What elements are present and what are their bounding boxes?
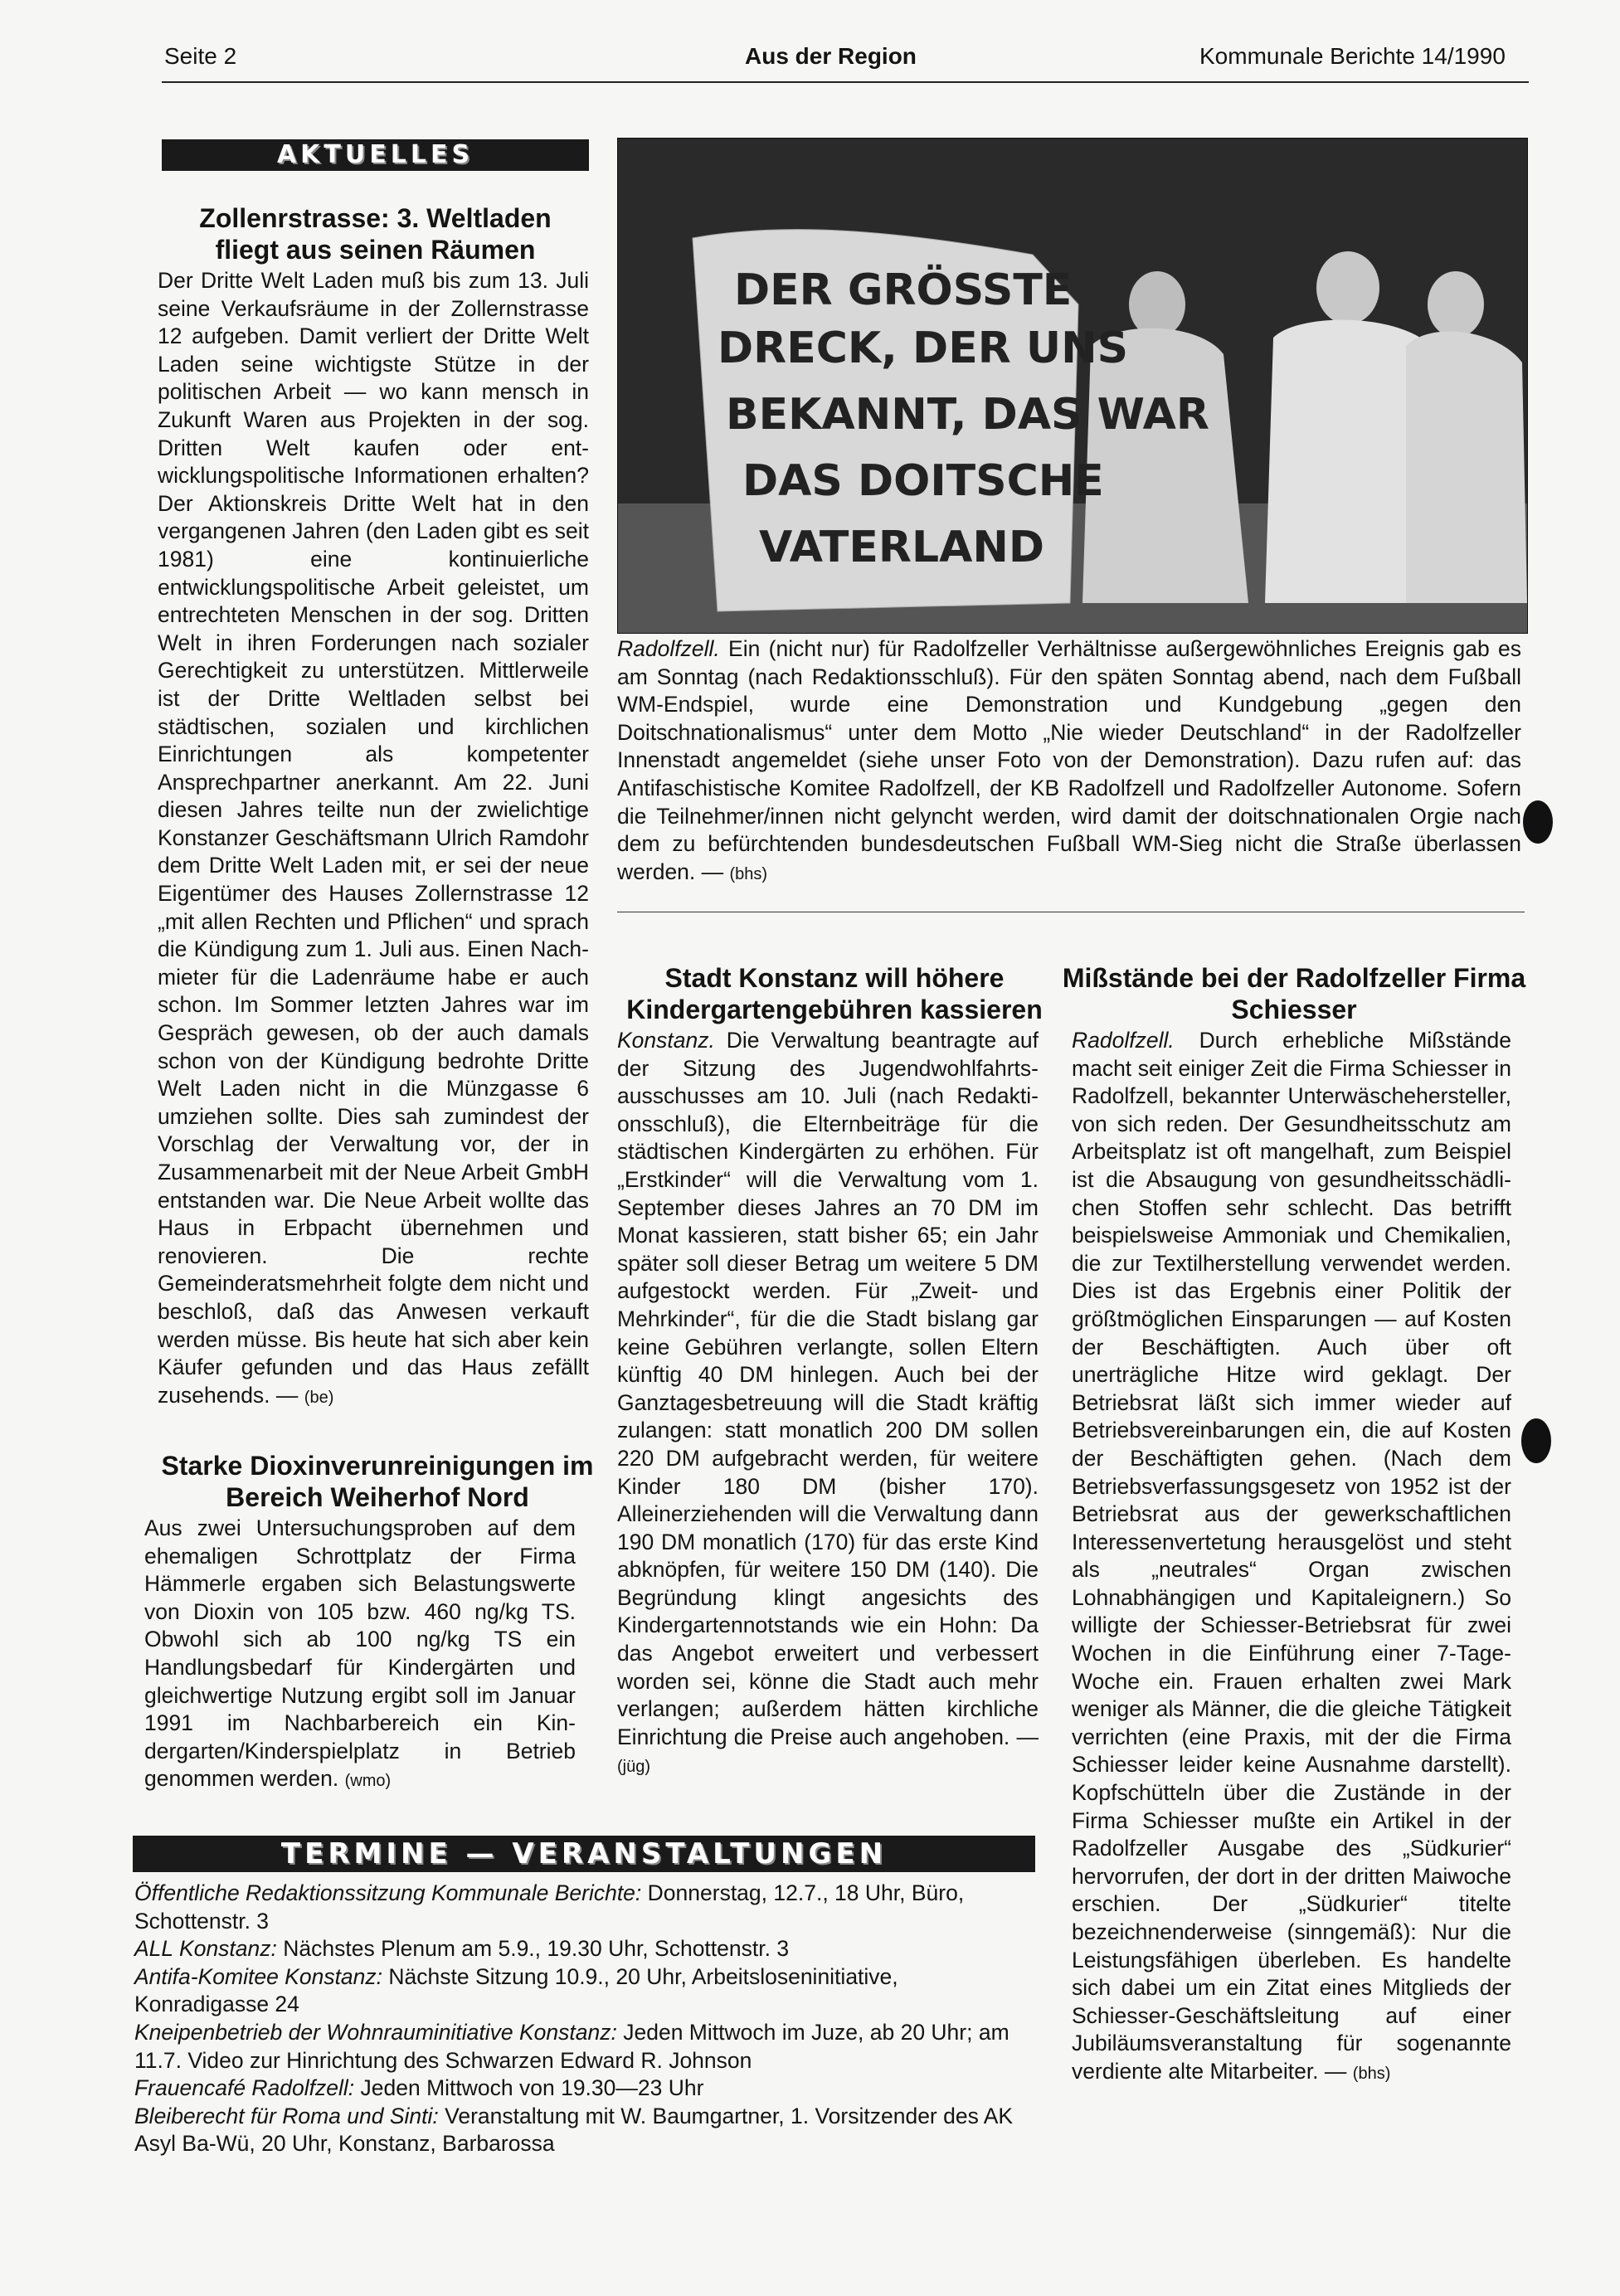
termine-item-text: Jeden Mittwoch von 19.30—23 Uhr [354, 2075, 704, 2101]
article-dioxin-body [144, 1515, 576, 1796]
termine-item-text: Nächstes Plenum am 5.9., 19.30 Uhr, Schottenstr. 3 [276, 1936, 790, 1962]
weltladen-signature: (be) [304, 1388, 334, 1407]
termine-item-label: Öffentliche Redaktionssitzung Kommunale Berichte: [134, 1880, 642, 1905]
kindergarten-text: Die Verwaltung beantragte auf der Sitzung des Jugendwohlfahrtsausschusses am 10. Juli (nach Redaktionsschluß), die Elternbeiträge für die städtischen Kindergärten zu erhöhen. Für „Erstkinder“ will die Verwaltung vom 1. September dieses Jahres an 70 DM im Monat kassieren, statt bisher 65; ein Jahr später soll dieser Betrag um weitere 5 DM aufgestockt werden. Für „Zweit- und Mehrkinder“, für die die Stadt bislang gar keine Gebühren verlangte, sollen Eltern künftig 40 DM hinlegen. Auch bei der Ganztagesbetreuung will die Stadt kräftig zulangen: statt monatlich 200 DM sollen 220 DM aufgebracht werden, für weitere Kinder 180 DM (bisher 170). Alleinerziehenden will die Verwaltung dann 190 DM monatlich (170) für das erste Kind abknöpfen, für weitere 150 DM (140). Die Begründung klingt angesichts des Kindergartennotstands wie ein Hohn: Da das Angebot erweitert und verbessert worden sei, könne die Stadt auch mehr verlangen; außerdem hätten kirchliche Einrichtung die Preise auch angehoben. — [617, 1028, 1039, 1749]
termine-item [134, 1935, 1039, 1963]
article-kindergarten-body [617, 1027, 1039, 1782]
caption-text: Ein (nicht nur) für Radolfzeller Verhältnisse außergewöhnliches Ereignis gab es am Sonntag (nach Redaktionsschluß). Für den späten Sonntag abend, nach dem Fußball WM-Endspiel, wurde eine Demonstration und Kundgebung „gegen den Doitschnationalismus“ unter dem Motto „Nie wieder Deutschland“ in der Radolfzeller Innenstadt angemeldet (siehe unser Foto von der Demonstration). Dazu rufen auf: das Antifaschistische Komitee Radolfzell, der KB Radolfzell und Radolfzeller Autonome. Sofern die Teilnehmer/innen nicht gelyncht werden, wird damit der doitschnationalen Orgie nach dem zu befürchtenden bundesdeutschen Fußball WM-Sieg nicht die Straße überlassen werden. — [617, 636, 1521, 884]
schiesser-place: Radolfzell. [1072, 1028, 1175, 1053]
headline-dioxin: Starke Dioxinverunreinigungen im Bereich Weiherhof Nord [161, 1451, 594, 1512]
caption-place: Radolfzell. [617, 636, 720, 661]
photo-banner-line-3: BEKANNT, DAS WAR [726, 390, 1209, 440]
termine-item-text: Nächste Sitzung 10.9., 20 Uhr, Arbeitsloseninitiative, Konradigasse 24 [134, 1963, 898, 2017]
termine-item-label: Frauencafé Radolfzell: [134, 2075, 355, 2101]
kindergarten-place: Konstanz. [617, 1028, 715, 1053]
photo-banner-line-5: VATERLAND [759, 523, 1045, 572]
dioxin-text: Aus zwei Untersuchungsproben auf dem ehemaligen Schrottplatz der Firma Hämmerle ergaben sich Belastungswerte von Dioxin von 105 bzw. 460 ng/kg TS. Obwohl sich ab 100 ng/kg TS ein Handlungsbedarf für Kindergärten und gleichwertige Nutzung ergibt soll im Januar 1991 im Nachbarbereich ein Kindergarten/Kinderspielplatz in Betrieb genommen werden. [144, 1515, 576, 1792]
article-schiesser-body [1072, 1027, 1511, 2089]
termine-item-label: ALL Konstanz: [134, 1936, 277, 1962]
punch-hole-lower [1521, 1418, 1551, 1463]
headline-kindergarten: Stadt Konstanz will höhere Kindergartengebühren kassieren [626, 963, 1043, 1024]
page-number: Seite 2 [164, 43, 237, 69]
demonstration-photo-illustration [618, 139, 1527, 633]
kindergarten-signature: (jüg) [617, 1758, 651, 1777]
termine-item [134, 1880, 1039, 1935]
termine-banner-text: TERMINE — VERANSTALTUNGEN [280, 1837, 888, 1870]
termine-banner [133, 1836, 1035, 1872]
demonstration-photo [617, 138, 1528, 634]
dioxin-signature: (wmo) [344, 1772, 392, 1791]
termine-item [134, 2075, 1039, 2103]
caption-signature: (bhs) [729, 864, 768, 883]
termine-item-text: Jeden Mittwoch im Juze, ab 20 Uhr; am 11.7. Video zur Hinrichtung des Schwarzen Edward R. Johnson [134, 2019, 1009, 2073]
headline-weltladen: Zollenrstrasse: 3. Weltladen fliegt aus seinen Räumen [199, 203, 552, 265]
termine-item [134, 2019, 1039, 2075]
punch-hole-upper [1523, 800, 1553, 844]
termine-item-label: Bleiberecht für Roma und Sinti: [134, 2103, 439, 2128]
termine-list [134, 1880, 1039, 2158]
termine-item [134, 2103, 1039, 2158]
article-weltladen-body [158, 267, 589, 1412]
section-title: Aus der Region [745, 43, 917, 69]
weltladen-text: Der Dritte Welt Laden muß bis zum 13. Juli seine Verkaufsräume in der Zollernstrasse 12 aufgeben. Damit verliert der Dritte Welt Laden seine wichtigste Stütze in der politischen Arbeit — wo kann mensch in Zukunft Waren aus Projekten in der sog. Dritten Welt kaufen oder entwicklungspolitische Informationen erhalten? Der Aktionskreis Dritte Welt hat in den vergangenen Jahren (den Laden gibt es seit 1981) eine kontinuierliche entwicklungspolitische Arbeit geleistet, um entrechteten Menschen in der sog. Dritten Welt in ihren Forderungen nach sozialer Gerechtigkeit zu unterstützen. Mittlerweile ist der Dritte Weltladen selbst bei städtischen, sozialen und kirchlichen Einrichtungen als kompetenter Ansprechpartner anerkannt. Am 22. Juni diesen Jahres teilte nun der zwielichtige Konstanzer Geschäftsmann Ulrich Ramdohr dem Dritte Welt Laden mit, er sei der neue Eigentümer des Hauses Zollernstrasse 12 „mit allen Rechten und Pflichen“ und sprach die Kündigung zum 1. Juli aus. Einen Nachmieter für die Ladenräume habe er auch schon. Im Sommer letzten Jahres war im Gespräch gewesen, ob der auch damals schon von der Kündigung bedrohte Dritte Welt Laden nicht in die Münzgasse 6 umziehen sollte. Dies sah zumindest der Vorschlag der Verwaltung vor, der in Zusammenarbeit mit der Neue Arbeit GmbH entstanden war. Die Neue Arbeit wollte das Haus in Erbpacht übernehmen und renovieren. Die rechte Gemeinderatsmehrheit folgte dem nicht und beschloß, daß das Anwesen verkauft werden müsse. Bis heute hat sich aber kein Käufer gefunden und das Haus zefällt zusehends. — [158, 268, 589, 1408]
issue-label: Kommunale Berichte 14/1990 [1199, 43, 1506, 69]
aktuelles-banner [162, 139, 589, 171]
aktuelles-banner-text: AKTUELLES [276, 140, 474, 169]
termine-item-text: Donnerstag, 12.7., 18 Uhr, Büro, Schottenstr. 3 [134, 1880, 965, 1934]
header-rule [162, 81, 1529, 83]
termine-item-label: Antifa-Komitee Konstanz: [134, 1963, 383, 1989]
schiesser-signature: (bhs) [1352, 2064, 1391, 2083]
headline-schiesser: Mißstände bei der Radolfzeller Firma Schiesser [1062, 963, 1526, 1024]
termine-item-label: Kneipenbetrieb der Wohnrauminitiative Konstanz: [134, 2019, 617, 2045]
schiesser-text: Durch erhebliche Mißstände macht seit einiger Zeit die Firma Schiesser in Radolfzell, bekannter Unterwäschehersteller, von sich reden. Der Gesundheitsschutz am Arbeitsplatz ist oft mangelhaft, zum Beispiel ist die Absaugung von gesundheitsschädlichen Stoffen sehr schlecht. Das betrifft beispielsweise Ammoniak und Chemikalien, die zur Textilherstellung verwendet werden. Dies ist das Ergebnis einer Politik der größtmöglichen Einsparungen — auf Kosten der Beschäftigten. Auch über oft unerträgliche Hitze wird geklagt. Der Betriebsrat läßt sich immer wieder auf Betriebsvereinbarungen ein, die auf Kosten der Beschäftigten gehen. (Nach dem Betriebsverfassungsgesetz von 1952 ist der Betriebsrat aus der gewerkschaftlichen Interessenvertetung herausgelöst und steht als „neutrales“ Organ zwischen Lohnabhängigen und Kapitaleignern.) So willigte der Schiesser-Betriebsrat für zwei Wochen in die Einführung einer 7-Tage-Woche ein. Frauen erhalten zwei Mark weniger als Männer, die die gleiche Tätigkeit verrichten (eine Praxis, mit der die Firma Schiesser leider keine Ausnahme darstellt). Kopfschütteln über die Zustände in der Firma Schiesser mußte ein Artikel in der Radolfzeller Ausgabe des „Südkurier“ hervorrufen, der dort in der dritten Maiwoche erschien. Der „Südkurier“ titelte bezeichnenderweise (sinngemäß): Nur die Leistungsfähigen überleben. Es handelte sich dabei um ein Zitat eines Mitglieds der Schiesser-Geschäftsleitung auf einer Jubiläumsveranstaltung für sogenannte verdiente alte Mitarbeiter. — [1072, 1028, 1511, 2084]
photo-banner-line-2: DRECK, DER UNS [718, 323, 1129, 373]
termine-item-text: Veranstaltung mit W. Baumgartner, 1. Vorsitzender des AK Asyl Ba-Wü, 20 Uhr, Konstanz, Barbarossa [134, 2103, 1014, 2157]
photo-banner-line-4: DAS DOITSCHE [742, 456, 1104, 506]
termine-item [134, 1963, 1039, 2019]
photo-caption [617, 635, 1521, 888]
photo-banner-line-1: DER GRÖSSTE [734, 265, 1073, 315]
